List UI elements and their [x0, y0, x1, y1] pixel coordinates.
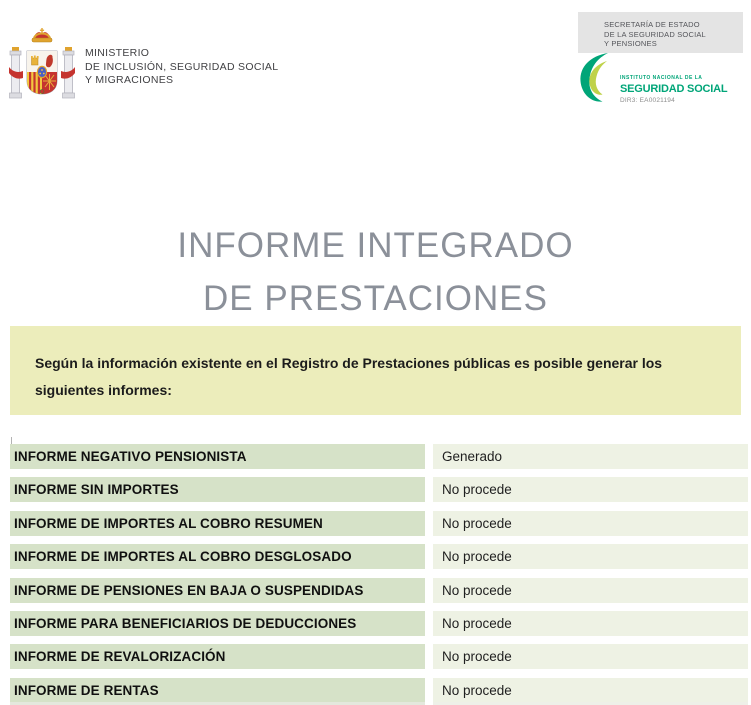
notice-text: Según la información existente en el Registro de Prestaciones públicas es posible generar los siguientes informes: [35, 355, 663, 398]
table-row [0, 644, 751, 669]
ministry-name [85, 47, 278, 88]
inss-dir3-code: DIR3: EA0021194 [620, 97, 675, 104]
report-label: INFORME DE RENTAS [10, 678, 425, 703]
report-label: INFORME DE IMPORTES AL COBRO DESGLOSADO [10, 544, 425, 569]
report-status: Generado [433, 444, 748, 469]
page-title-line1: INFORME INTEGRADO [177, 226, 574, 265]
table-row [0, 611, 751, 636]
table-row [0, 444, 751, 469]
secretariat-line2: DE LA SEGURIDAD SOCIAL [604, 29, 706, 39]
report-label: INFORME SIN IMPORTES [10, 477, 425, 502]
inss-logo-icon [579, 53, 613, 103]
table-row [0, 578, 751, 603]
secretariat-box [578, 12, 743, 53]
report-label: INFORME PARA BENEFICIARIOS DE DEDUCCIONES [10, 611, 425, 636]
report-status: No procede [433, 477, 748, 502]
secretariat-line1: SECRETARÍA DE ESTADO [604, 20, 700, 29]
spain-coat-of-arms-icon [8, 25, 76, 110]
report-status: No procede [433, 511, 748, 536]
table-border-artifact [11, 437, 12, 444]
page-title [0, 219, 751, 325]
page-title-line2: DE PRESTACIONES [203, 279, 548, 318]
report-label: INFORME DE REVALORIZACIÓN [10, 644, 425, 669]
inss-institute-name: SEGURIDAD SOCIAL [620, 83, 728, 95]
report-status: No procede [433, 644, 748, 669]
ministry-name-line3: Y MIGRACIONES [85, 74, 174, 87]
report-label: INFORME NEGATIVO PENSIONISTA [10, 444, 425, 469]
report-status: No procede [433, 611, 748, 636]
report-status: No procede [433, 678, 748, 703]
notice-box [10, 326, 741, 415]
ministry-name-line2: DE INCLUSIÓN, SEGURIDAD SOCIAL [85, 60, 279, 73]
table-row [0, 477, 751, 502]
report-label: INFORME DE PENSIONES EN BAJA O SUSPENDIDAS [10, 578, 425, 603]
inss-text-block [620, 75, 751, 104]
ministry-name-line1: MINISTERIO [85, 47, 150, 59]
secretariat-line3: Y PENSIONES [604, 39, 657, 49]
inss-institute-label: INSTITUTO NACIONAL DE LA [620, 75, 703, 81]
report-label: INFORME DE IMPORTES AL COBRO RESUMEN [10, 511, 425, 536]
table-row [0, 511, 751, 536]
table-row [0, 544, 751, 569]
report-status: No procede [433, 544, 748, 569]
table-row [0, 678, 751, 703]
report-status: No procede [433, 578, 748, 603]
